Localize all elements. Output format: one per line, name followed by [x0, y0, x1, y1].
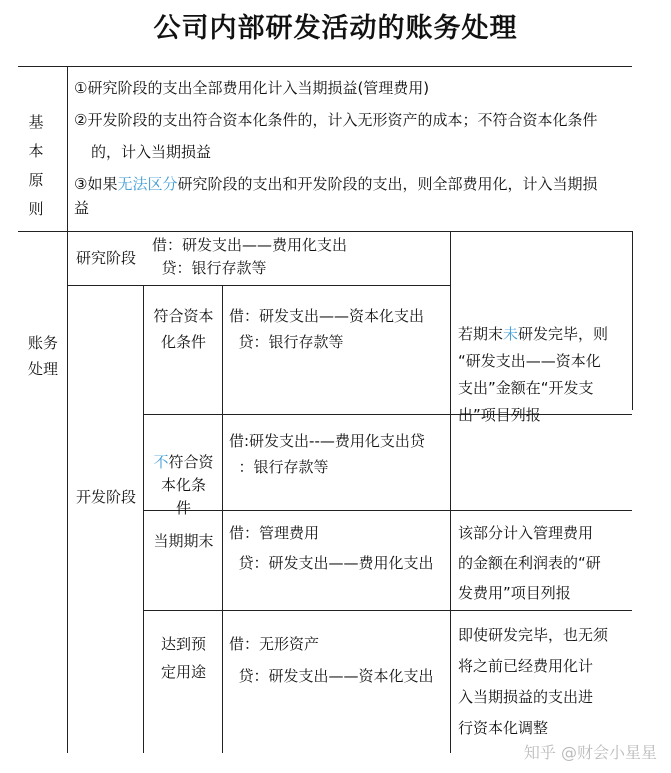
non-capitalizable-label-rest: 符合资 本化条 件	[160, 453, 214, 517]
principle-2-line-2: 的，计入当期损益	[91, 143, 212, 161]
table-divider	[143, 610, 632, 611]
table-left-border	[67, 66, 68, 753]
ready-for-use-note: 即使研发完毕，也无须 将之前已经费用化计 入当期损益的支出进 行资本化调整	[458, 626, 609, 737]
capitalizable-note-suffix: 研发完毕，则 “研发支出——资本化 支出”金额在“开发支 出”项目列报	[458, 325, 609, 424]
basic-principles-label: 基 本 原 则	[28, 113, 44, 218]
non-capitalizable-label	[146, 428, 221, 520]
non-capitalizable-entry: 借:研发支出--—费用化支出贷 ：银行存款等	[229, 432, 425, 476]
principle-3-suffix: 研究阶段的支出和开发阶段的支出，则全部费用化，计入当期损	[177, 175, 598, 193]
non-capitalizable-label-highlight: 不	[153, 453, 169, 471]
accounting-treatment-label: 账务 处理	[27, 334, 58, 378]
ready-for-use-label: 达到预 定用途	[160, 635, 206, 681]
table-divider	[450, 231, 451, 753]
table-top-border	[18, 66, 632, 67]
period-end-entry: 借：管理费用 贷：研发支出——费用化支出	[229, 524, 434, 572]
table-divider	[143, 285, 144, 753]
principle-1: ①研究阶段的支出全部费用化计入当期损益(管理费用)	[74, 79, 430, 97]
capitalizable-label: 符合资本 化条件	[153, 307, 214, 351]
capitalizable-entry: 借：研发支出——资本化支出 贷：银行存款等	[229, 307, 425, 351]
ready-for-use-entry: 借：无形资产 贷：研发支出——资本化支出	[229, 635, 434, 685]
period-end-label: 当期期末	[153, 532, 214, 550]
development-stage-label: 开发阶段	[75, 488, 136, 506]
principle-3-line-2: 益	[74, 199, 90, 217]
research-stage-label: 研究阶段	[75, 249, 136, 267]
research-stage-entry: 借：研发支出——费用化支出 贷：银行存款等	[152, 236, 348, 277]
page-title: 公司内部研发活动的账务处理	[153, 13, 518, 44]
capitalizable-note-highlight: 未	[503, 325, 519, 343]
principle-3-highlight: 无法区分	[117, 175, 178, 193]
principle-3	[74, 173, 634, 196]
period-end-note: 该部分计入管理费用 的金额在利润表的“研 发费用”项目列报	[458, 524, 601, 602]
capitalizable-note-prefix: 若期末	[458, 325, 504, 343]
table-divider	[67, 285, 450, 286]
capitalizable-note	[458, 294, 633, 429]
principle-3-prefix: ③如果	[74, 175, 118, 193]
principle-2-line-1: ②开发阶段的支出符合资本化条件的，计入无形资产的成本；不符合资本化条件	[74, 111, 598, 129]
table-divider	[18, 231, 632, 232]
table-divider	[222, 285, 223, 753]
watermark: 知乎 @财会小星星	[523, 743, 657, 762]
